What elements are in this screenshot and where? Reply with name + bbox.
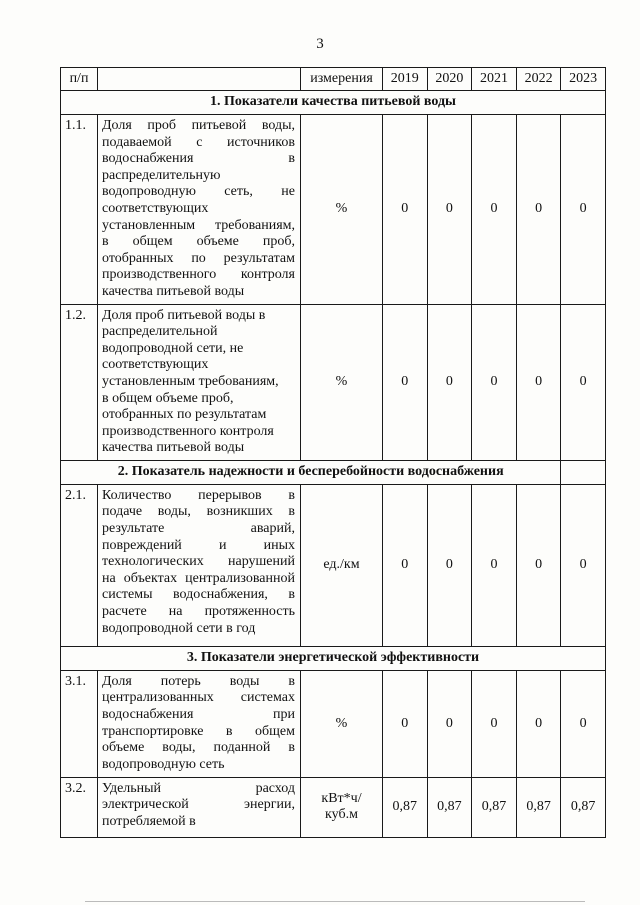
header-num-cell: п/п — [61, 68, 98, 91]
indicator-name-line: Доля проб питьевой воды в — [102, 307, 266, 323]
section-header-row — [61, 91, 606, 115]
table-row — [61, 304, 606, 460]
indicator-name-line: транспортировке в общем — [102, 723, 295, 739]
indicator-name-line: Доля потерь воды в — [102, 673, 295, 689]
indicator-name-line: результате аварий, — [102, 521, 295, 537]
section-header-row — [61, 460, 606, 484]
indicator-name-line: подаче воды, возникших в — [102, 504, 295, 520]
value-cell: 0 — [516, 484, 561, 646]
indicator-name — [98, 670, 301, 777]
value-cell: 0 — [427, 670, 472, 777]
indicator-name-line: отобранных по результатам — [102, 407, 267, 423]
section-title: 3. Показатели энергетической эффективности — [61, 646, 606, 670]
header-year-cell: 2020 — [427, 68, 472, 91]
value-cell: 0 — [383, 670, 428, 777]
indicator-name — [98, 115, 301, 305]
unit-cell: % — [301, 115, 383, 305]
indicator-name-line: централизованных системах — [102, 690, 295, 706]
section-title: 2. Показатель надежности и бесперебойности водоснабжения — [61, 460, 561, 484]
table-row — [61, 115, 606, 305]
header-year-cell: 2023 — [561, 68, 606, 91]
indicator-name-line: водопроводную сеть, не — [102, 184, 295, 200]
indicator-name-line: Количество перерывов в — [102, 487, 295, 503]
value-cell: 0 — [516, 670, 561, 777]
page-edge-line — [85, 901, 585, 902]
indicator-name-line: водопроводной сети в год — [102, 620, 256, 636]
indicator-name-line: водоснабжения в — [102, 151, 295, 167]
indicator-name — [98, 484, 301, 646]
unit-cell: % — [301, 670, 383, 777]
header-year-cell: 2021 — [472, 68, 517, 91]
value-cell: 0 — [427, 115, 472, 305]
value-cell: 0,87 — [472, 777, 517, 837]
value-cell: 0 — [427, 484, 472, 646]
indicator-name-line: в общем объеме проб, — [102, 390, 234, 406]
value-cell: 0 — [472, 115, 517, 305]
value-cell: 0 — [561, 484, 606, 646]
indicator-name-line: производственного контроля — [102, 267, 295, 283]
unit-cell: % — [301, 304, 383, 460]
indicator-name-line: потребляемой в — [102, 814, 196, 830]
unit-cell: кВт*ч/ куб.м — [301, 777, 383, 837]
section-header-row — [61, 646, 606, 670]
indicator-name-line: качества питьевой воды — [102, 440, 245, 456]
indicator-name-line: водопроводной сети, не — [102, 340, 244, 356]
value-cell: 0 — [383, 304, 428, 460]
indicator-name-line: в общем объеме проб, — [102, 234, 295, 250]
indicators-table — [60, 67, 606, 838]
value-cell: 0 — [472, 304, 517, 460]
value-cell: 0 — [561, 670, 606, 777]
indicator-name-line: технологических нарушений — [102, 554, 295, 570]
value-cell: 0 — [561, 115, 606, 305]
indicator-name — [98, 304, 301, 460]
value-cell: 0 — [472, 484, 517, 646]
indicator-name-line: Удельный расход — [102, 780, 295, 796]
indicator-name-line: установленным требованиям, — [102, 217, 295, 233]
page-number: 3 — [316, 36, 324, 52]
indicator-name-line: установленным требованиям, — [102, 373, 279, 389]
indicator-name-line: Доля проб питьевой воды, — [102, 118, 295, 133]
value-cell: 0 — [516, 115, 561, 305]
indicator-name-line: расчете на протяженность — [102, 604, 295, 620]
indicator-name-line: соответствующих — [102, 200, 209, 216]
header-name-cell — [98, 68, 301, 91]
table-row — [61, 670, 606, 777]
header-unit-cell: измерения — [301, 68, 383, 91]
row-number: 1.1. — [61, 115, 98, 305]
indicator-name-line: подаваемой с источников — [102, 134, 295, 150]
value-cell: 0,87 — [516, 777, 561, 837]
value-cell: 0 — [516, 304, 561, 460]
value-cell: 0 — [383, 484, 428, 646]
header-year-cell: 2022 — [516, 68, 561, 91]
indicator-name-line: производственного контроля — [102, 423, 274, 439]
indicator-name-line: распределительную — [102, 167, 221, 183]
indicator-name — [98, 777, 301, 837]
row-number: 1.2. — [61, 304, 98, 460]
empty-cell — [561, 460, 606, 484]
value-cell: 0 — [383, 115, 428, 305]
indicator-name-line: отобранных по результатам — [102, 250, 295, 266]
indicator-name-line: распределительной — [102, 324, 218, 340]
row-number: 3.2. — [61, 777, 98, 837]
indicator-name-line: водоснабжения при — [102, 707, 295, 723]
table-row — [61, 777, 606, 837]
indicator-name-line: объеме воды, поданной в — [102, 740, 295, 756]
indicator-name-line: на объектах централизованной — [102, 570, 295, 586]
row-number: 2.1. — [61, 484, 98, 646]
indicator-name-line: водопроводную сеть — [102, 756, 225, 772]
value-cell: 0 — [472, 670, 517, 777]
row-number: 3.1. — [61, 670, 98, 777]
indicator-name-line: электрической энергии, — [102, 797, 295, 813]
value-cell: 0,87 — [427, 777, 472, 837]
table-row — [61, 484, 606, 646]
unit-cell: ед./км — [301, 484, 383, 646]
value-cell: 0,87 — [383, 777, 428, 837]
indicator-name-line: соответствующих — [102, 357, 209, 373]
indicator-name-line: повреждений и иных — [102, 537, 295, 553]
section-title: 1. Показатели качества питьевой воды — [61, 91, 606, 115]
value-cell: 0 — [427, 304, 472, 460]
indicator-name-line: системы водоснабжения, в — [102, 587, 295, 603]
table-header-row — [61, 68, 606, 91]
value-cell: 0,87 — [561, 777, 606, 837]
value-cell: 0 — [561, 304, 606, 460]
indicator-name-line: качества питьевой воды — [102, 283, 245, 299]
header-year-cell: 2019 — [383, 68, 428, 91]
